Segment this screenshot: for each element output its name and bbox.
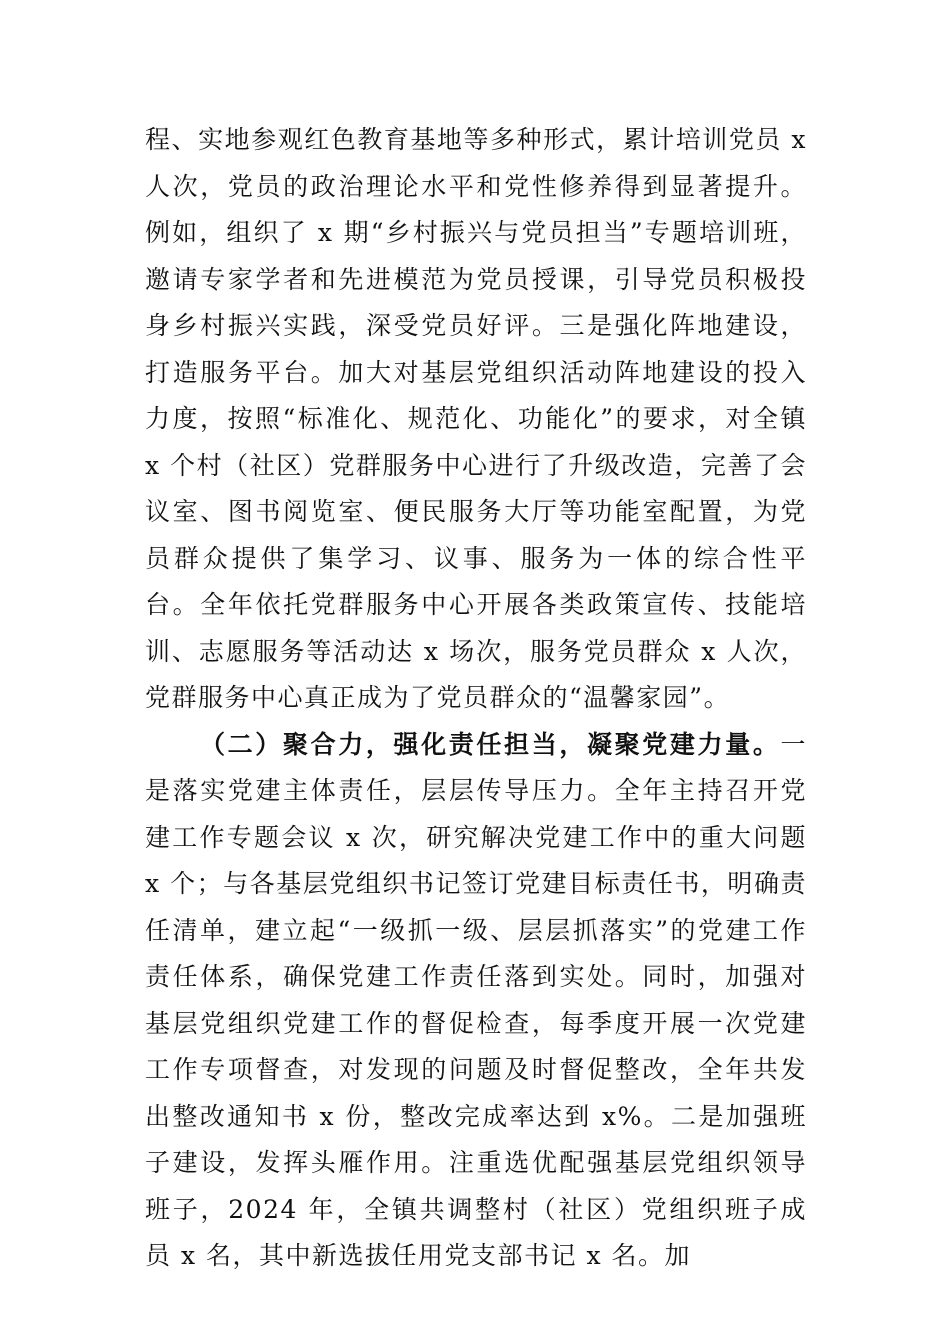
paragraph-text: 一是落实党建主体责任，层层传导压力。全年主持召开党建工作专题会议 x 次，研究解决党建工作中的重大问题 x 个；与各基层党组织书记签订党建目标责任书，明确责任清单，建立起“一级抓一级、层层抓落实”的党建工作责任体系，确保党建工作责任落到实处。同时，加强对基层党组织党建工作的督促检查，每季度开展一次党建工作专项督查，对发现的问题及时督促整改，全年共发出整改通知书 x 份，整改完成率达到 x%。二是加强班子建设，发挥头雁作用。注重选优配强基层党组织领导班子，2024 年，全镇共调整村（社区）党组织班子成员 x 名，其中新选拔任用党支部书记 x 名。加: [145, 729, 807, 1270]
section-heading: （二）聚合力，强化责任担当，凝聚党建力量。: [200, 729, 781, 759]
paragraph-section-two: [145, 722, 807, 1280]
paragraph-continued: [145, 117, 807, 722]
paragraph-text: 程、实地参观红色教育基地等多种形式，累计培训党员 x 人次，党员的政治理论水平和党性修养得到显著提升。例如，组织了 x 期“乡村振兴与党员担当”专题培训班，邀请专家学者和先进模范为党员授课，引导党员积极投身乡村振兴实践，深受党员好评。三是强化阵地建设，打造服务平台。加大对基层党组织活动阵地建设的投入力度，按照“标准化、规范化、功能化”的要求，对全镇 x 个村（社区）党群服务中心进行了升级改造，完善了会议室、图书阅览室、便民服务大厅等功能室配置，为党员群众提供了集学习、议事、服务为一体的综合性平台。全年依托党群服务中心开展各类政策宣传、技能培训、志愿服务等活动达 x 场次，服务党员群众 x 人次，党群服务中心真正成为了党员群众的“温馨家园”。: [145, 125, 807, 712]
document-body: [145, 117, 807, 1280]
